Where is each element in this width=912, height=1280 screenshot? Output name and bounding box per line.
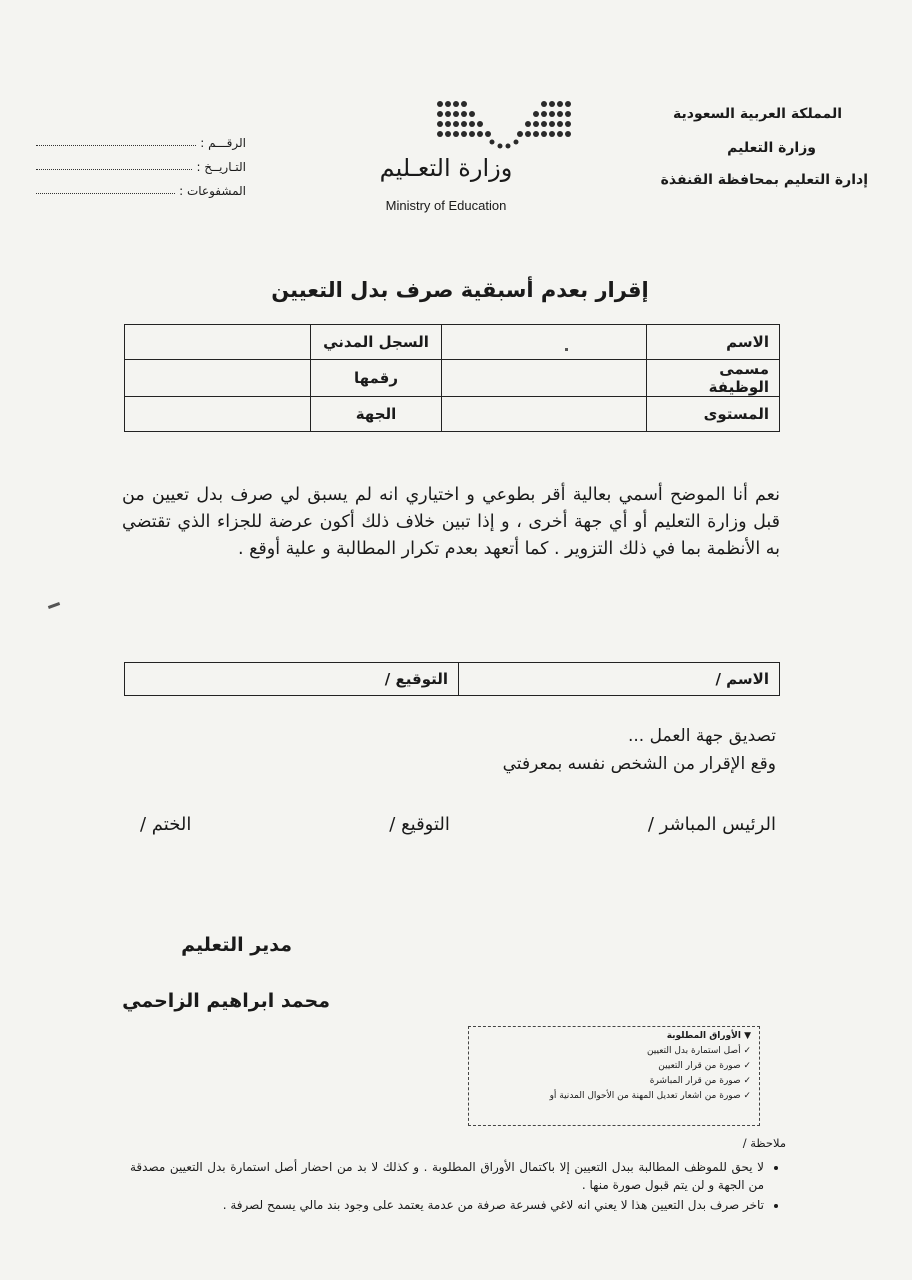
required-document-item: ✓ صورة من قرار التعيين (477, 1059, 751, 1074)
declarant-name-label: الاسم / (459, 663, 780, 696)
date-label: التـاريــخ : (196, 160, 246, 174)
date-row (36, 150, 246, 174)
ministry-name: وزارة التعليم (727, 140, 816, 156)
logo-english-text: Ministry of Education (385, 198, 507, 213)
job-number-label: رقمها (311, 360, 442, 397)
scan-speck (565, 348, 568, 351)
declaration-text: نعم أنا الموضح أسمي بعالية أقر بطوعي و اختياري انه لم يسبق لي صرف بدل تعيين من قبل وزارة التعليم أو أي جهة أخرى ، و إذا تبين خلاف ذلك أكون عرضة للجزاء الذي تقتضي به الأنظمة بما في ذلك التزوير . كما أتعهد بعدم تكرار المطالبة و علية أوقع . (122, 485, 780, 559)
table-row (125, 360, 780, 397)
ref-number-label: الرقـــم : (200, 136, 246, 150)
level-label: المستوى (647, 397, 780, 432)
ref-number-row (36, 126, 246, 150)
required-documents-heading: ▼ الأوراق المطلوبة (666, 1031, 751, 1041)
director-title: مدير التعليم (181, 934, 292, 956)
required-documents-box (468, 1026, 760, 1126)
approval-line-1: تصديق جهة العمل ... (628, 726, 776, 746)
civil-record-label: السجل المدني (311, 325, 442, 360)
employee-info-table (124, 324, 780, 432)
declarant-signature-label: التوقيع / (125, 663, 459, 696)
job-title-value (442, 360, 647, 397)
table-row (125, 325, 780, 360)
scan-speck (48, 602, 60, 609)
required-document-item: ✓ صورة من قرار المباشرة (477, 1074, 751, 1089)
civil-record-value (125, 325, 311, 360)
ref-number-line (36, 145, 196, 146)
entity-label: الجهة (311, 397, 442, 432)
logo-dots-icon (436, 98, 586, 152)
level-value (442, 397, 647, 432)
notes-list (130, 1158, 790, 1216)
stamp-label: الختم / (140, 814, 192, 835)
administration-name: إدارة التعليم بمحافظة القنفذة (660, 172, 868, 188)
name-value (442, 325, 647, 360)
attachments-label: المشفوعات : (179, 184, 246, 198)
logo-arabic-text: وزارة التعـليم (379, 154, 513, 182)
job-number-value (125, 360, 311, 397)
declarant-sign-table (124, 662, 780, 696)
document-title: إقرار بعدم أسبقية صرف بدل التعيين (271, 278, 649, 302)
supervisor-signature-label: التوقيع / (389, 814, 450, 835)
required-document-item: ✓ صورة من اشعار تعديل المهنة من الأحوال المدنية أو (477, 1089, 751, 1104)
director-name: محمد ابراهيم الزاحمي (122, 990, 330, 1012)
supervisor-signature-line (140, 814, 776, 835)
approval-line-2: وقع الإقرار من الشخص نفسه بمعرفتي (502, 754, 776, 774)
date-line (36, 169, 192, 170)
reference-fields (36, 126, 246, 198)
attachments-row (36, 174, 246, 198)
name-label: الاسم (647, 325, 780, 360)
attachments-line (36, 193, 175, 194)
job-title-label: مسمى الوظيفة (647, 360, 780, 397)
employer-approval (276, 722, 776, 778)
table-row (125, 663, 780, 696)
ministry-logo (356, 98, 586, 218)
note-item: • لا يحق للموظف المطالبة ببدل التعيين إلا باكتمال الأوراق المطلوبة . و كذلك لا بد من احضار أصل استمارة بدل التعيين مصدقة من الجهة و لن يتم قبول صورة منها . (130, 1158, 764, 1194)
kingdom-name: المملكة العربية السعودية (673, 106, 842, 122)
note-item: • تاخر صرف بدل التعيين هذا لا يعني انه لاغي فسرعة صرفة من عدمة يعتمد على وجود بند مالي يسمح لصرفة . (130, 1196, 764, 1214)
notes-heading: ملاحظة / (742, 1136, 786, 1150)
supervisor-label: الرئيس المباشر / (647, 814, 776, 835)
entity-value (125, 397, 311, 432)
table-row (125, 397, 780, 432)
header-org-block (608, 104, 868, 190)
required-document-item: ✓ أصل استمارة بدل التعيين (477, 1044, 751, 1059)
